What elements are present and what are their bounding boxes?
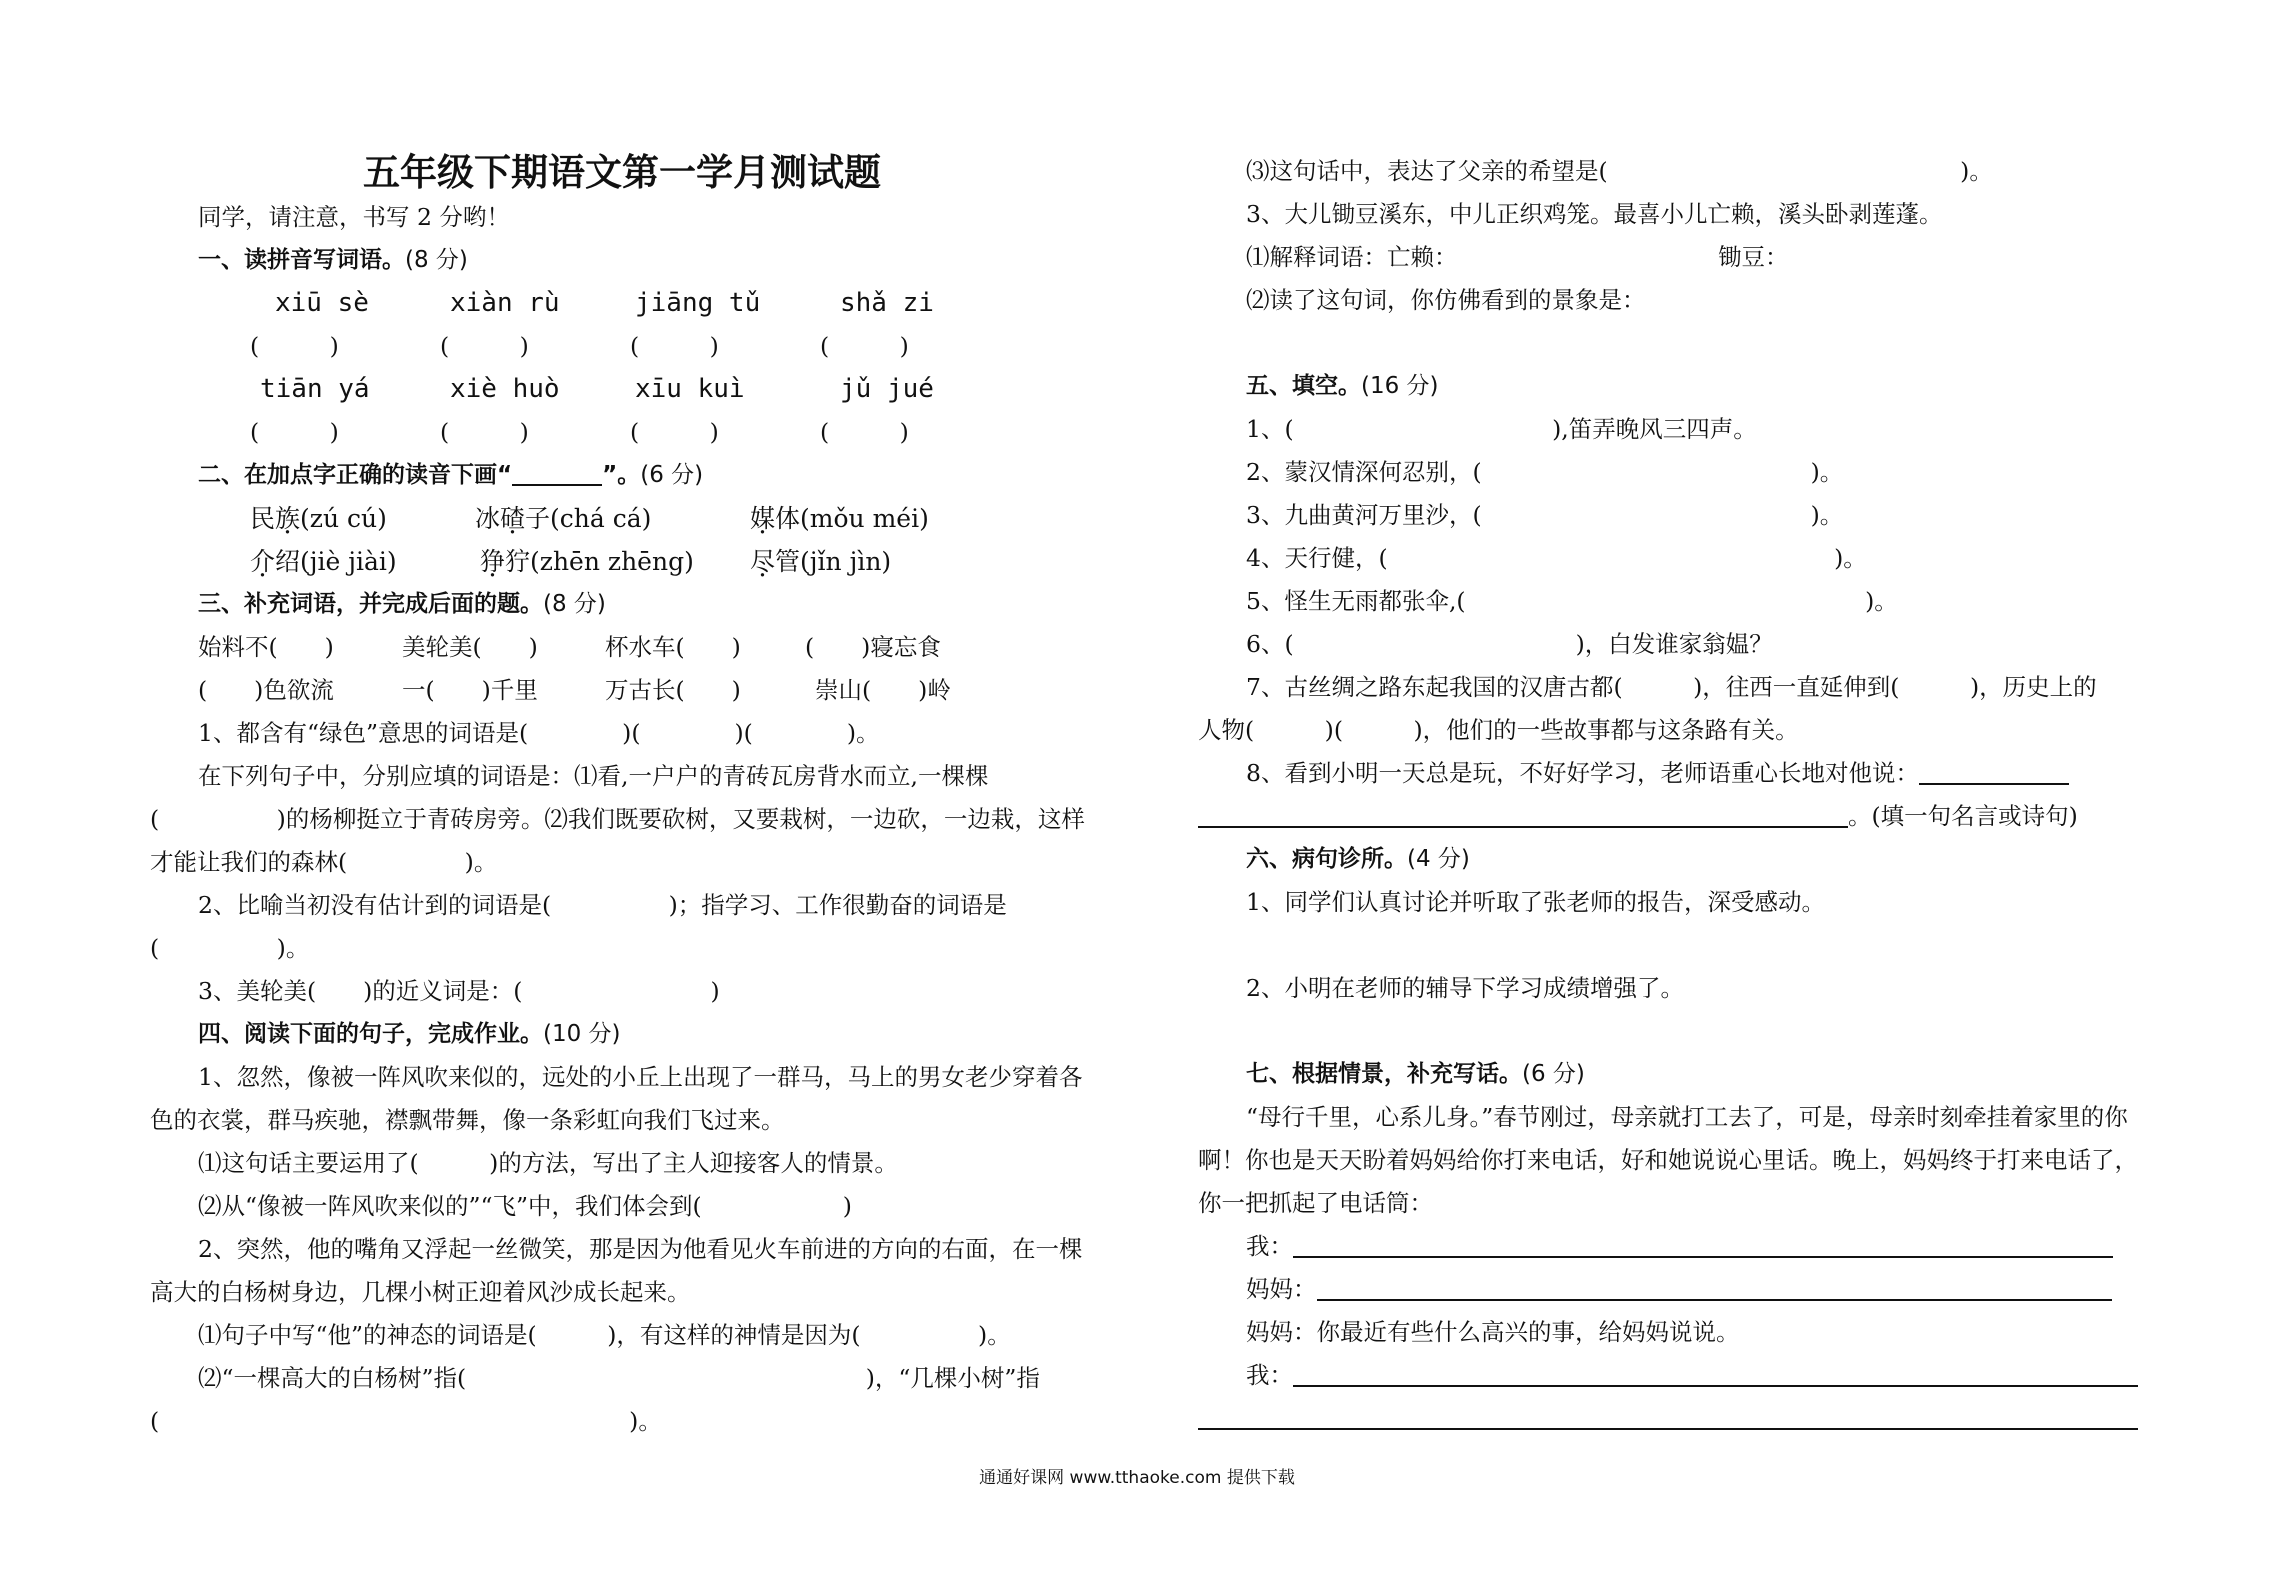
footer: 通通好课网 www.tthaoke.com 提供下载 [979,1468,1295,1488]
pron-item: 尽管(jǐn jìn) [750,547,892,576]
page-title: 五年级下期语文第一学月测试题 [363,151,881,194]
fill-item-5: 5、怪生无雨都张伞,( )。 [1246,587,1898,615]
fill-item-8b: 。(填一句名言或诗句) [1198,795,2148,838]
pron-row-2 [150,540,1094,583]
write-line[interactable] [1293,1355,2138,1387]
title-row [150,150,1094,196]
spacer [1198,322,2148,365]
answer-row-1 [150,325,1094,368]
write-line[interactable] [1198,1398,2138,1430]
section-2-heading: 二、在加点字正确的读音下画“ ”。(6 分) [150,454,1094,497]
answer-blank[interactable]: ( ) [250,418,339,446]
section-3-heading: 三、补充词语，并完成后面的题。(8 分) [198,591,606,617]
write-line[interactable] [1317,1269,2112,1301]
answer-blank[interactable]: ( ) [820,418,909,446]
dialog-me: 我： [1198,1225,2148,1268]
write-line[interactable] [1293,1226,2113,1258]
section-5-heading: 五、填空。(16 分) [1246,373,1439,399]
fill-item-7a: 7、古丝绸之路东起我国的汉唐古都( )，往西一直延伸到( )，历史上的 [1246,673,2097,701]
pron-item: 媒体(mǒu méi) [750,504,929,533]
answer-blank[interactable]: ( ) [250,332,339,360]
dialog-me-2: 我： [1198,1354,2148,1397]
idiom: 美轮美( ) [402,633,538,661]
pinyin-7: xīu kuì [635,374,745,404]
answer-row-2 [150,411,1094,454]
s3-question-3: 3、美轮美( )的近义词是：( ) [198,977,720,1005]
s4-question-1-2: ⑵从“像被一阵风吹来似的”“飞”中，我们体会到( ) [198,1192,852,1220]
pinyin-2: xiàn rù [450,288,560,318]
pron-item: 冰碴子(chá cá) [475,504,652,533]
dialog-extra-line [1198,1397,2148,1440]
idiom: 杯水车( ) [605,633,741,661]
section-1-heading: 一、读拼音写词语。(8 分) [198,247,468,273]
pinyin-1: xiū sè [275,288,369,318]
pron-item: 介绍(jiè jiài) [250,547,397,576]
pinyin-4: shǎ zi [840,288,934,318]
pron-item: 民族(zú cú) [250,504,387,533]
fill-item-1: 1、( ),笛弄晚风三四声。 [1246,415,1757,443]
section-4-heading: 四、阅读下面的句子，完成作业。(10 分) [198,1021,621,1047]
idiom: ( )寝忘食 [805,633,941,661]
answer-blank[interactable]: ( ) [630,418,719,446]
pinyin-3: jiāng tǔ [635,288,761,318]
s3-question-1b: 在下列句子中，分别应填的词语是：⑴看,一户户的青砖瓦房背水而立,一棵棵( )的杨柳挺立于青砖房旁。⑵我们既要砍树，又要栽树，一边砍，一边栽，这样才能让我们的森林( )。 [150,762,1085,876]
fill-item-7b: 人物( )( )，他们的一些故事都与这条路有关。 [1198,716,1799,744]
s4-question-2-1: ⑴句子中写“他”的神态的词语是( )，有这样的神情是因为( )。 [198,1321,1011,1349]
fill-item-6: 6、( )，白发谁家翁媪？ [1246,630,1773,658]
idiom: 崇山( )岭 [815,676,951,704]
s4-question-2-2: ⑵“一棵高大的白杨树”指( )，“几棵小树”指( )。 [150,1364,1040,1435]
answer-blank[interactable]: ( ) [440,332,529,360]
r-question-3: ⑶这句话中，表达了父亲的希望是( )。 [1246,157,1993,185]
idiom: ( )色欲流 [198,676,334,704]
pinyin-8: jǔ jué [840,374,934,404]
fill-item-3: 3、九曲黄河万里沙，( )。 [1246,501,1844,529]
answer-blank[interactable]: ( ) [630,332,719,360]
fill-item-8a: 8、看到小明一天总是玩，不好好学习，老师语重心长地对他说： [1198,752,2148,795]
dialog-mom: 妈妈： [1198,1268,2148,1311]
fill-item-4: 4、天行健，( )。 [1246,544,1867,572]
pinyin-5: tiān yá [260,374,370,404]
r-poem: 3、大儿锄豆溪东，中儿正织鸡笼。最喜小儿亡赖，溪头卧剥莲蓬。 [1246,200,1943,228]
answer-blank[interactable]: ( ) [440,418,529,446]
dialog-mom-2: 妈妈：你最近有些什么高兴的事，给妈妈说说。 [1246,1318,1740,1346]
fill-item-2: 2、蒙汉情深何忍别，( )。 [1246,458,1844,486]
spacer [1198,924,2148,967]
s7-paragraph: “母行千里，心系儿身。”春节刚过，母亲就打工去了，可是，母亲时刻牵挂着家里的你啊！你也是天天盼着妈妈给你打来电话，好和她说说心里话。晚上，妈妈终于打来电话了，你一把抓起了电话筒： [1198,1103,2138,1217]
s3-question-2: 2、比喻当初没有估计到的词语是( )；指学习、工作很勤奋的词语是( )。 [150,891,1007,962]
section-7-heading: 七、根据情景，补充写话。(6 分) [1246,1061,1585,1087]
idiom: 始料不( ) [198,633,334,661]
answer-blank[interactable]: ( ) [820,332,909,360]
pinyin-row-1 [150,282,1094,325]
notice: 同学，请注意，书写 2 分哟！ [198,203,510,231]
idiom: 一( )千里 [402,676,538,704]
s3-question-1: 1、都含有“绿色”意思的词语是( )( )( )。 [198,719,880,747]
pinyin-6: xiè huò [450,374,560,404]
s4-passage-1: 1、忽然，像被一阵风吹来似的，远处的小丘上出现了一群马，马上的男女老少穿着各色的衣裳，群马疾驰，襟飘带舞，像一条彩虹向我们飞过来。 [150,1063,1083,1134]
idiom-row-2 [150,669,1094,712]
s4-question-1-1: ⑴这句话主要运用了( )的方法，写出了主人迎接客人的情景。 [198,1149,898,1177]
sick-sentence-1: 1、同学们认真讨论并听取了张老师的报告，深受感动。 [1246,888,1825,916]
r-explain: ⑴解释词语：亡赖： 锄豆： [1246,243,1789,271]
r-scene: ⑵读了这句词，你仿佛看到的景象是： [1246,286,1646,314]
s4-passage-2: 2、突然，他的嘴角又浮起一丝微笑，那是因为他看见火车前进的方向的右面，在一棵高大的白杨树身边，几棵小树正迎着风沙成长起来。 [150,1235,1083,1306]
sick-sentence-2: 2、小明在老师的辅导下学习成绩增强了。 [1246,974,1684,1002]
spacer [1198,1010,2148,1053]
pron-item: 狰狞(zhēn zhēng) [480,547,694,576]
idiom-row-1 [150,626,1094,669]
left-column [150,150,1094,1443]
right-column [1198,150,2148,1440]
pinyin-row-2 [150,368,1094,411]
pron-row-1 [150,497,1094,540]
idiom: 万古长( ) [605,676,741,704]
section-6-heading: 六、病句诊所。(4 分) [1246,846,1470,872]
